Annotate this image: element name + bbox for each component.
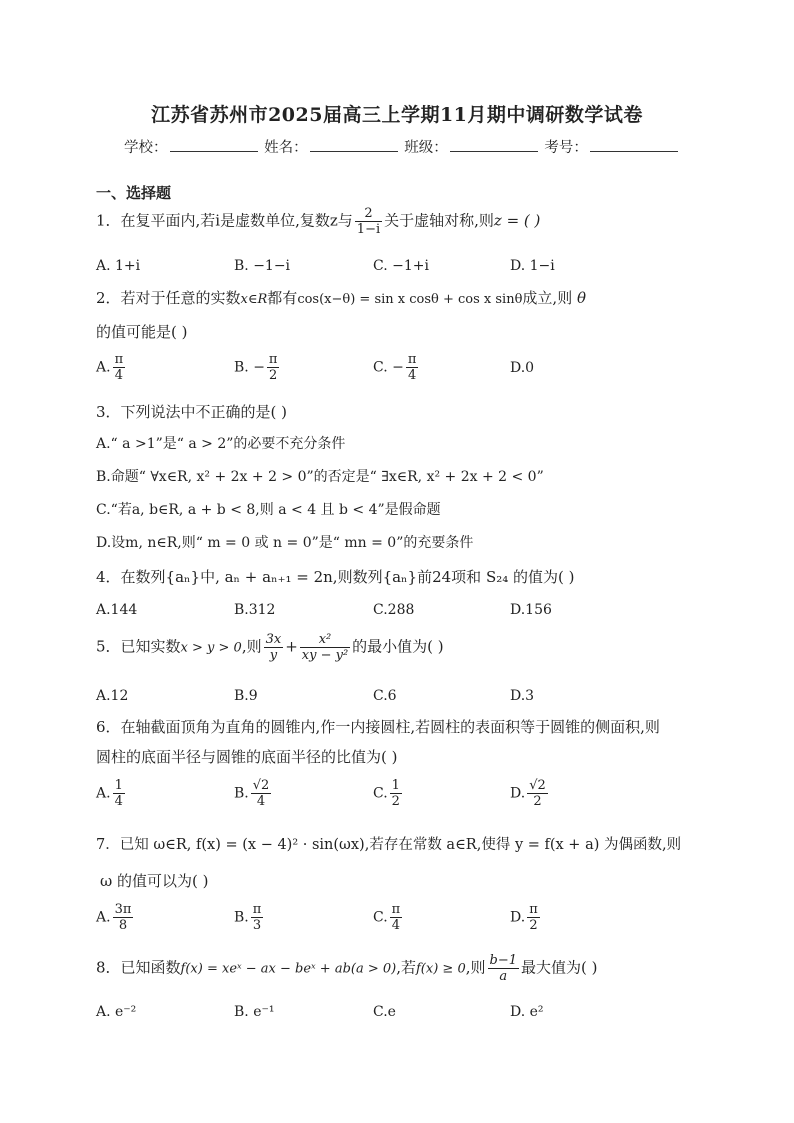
q6-opt-c-den: 2 bbox=[391, 794, 400, 809]
id-blank[interactable] bbox=[590, 139, 678, 152]
q6-opt-b-frac bbox=[251, 778, 272, 809]
q6-option-a[interactable] bbox=[96, 778, 127, 809]
q6-opt-d-label: D. bbox=[510, 785, 526, 802]
q7-opt-b-den: 3 bbox=[252, 918, 262, 933]
q7-opt-d-num: π bbox=[529, 902, 538, 917]
q8-text-d: 最大值为( ) bbox=[521, 958, 598, 977]
q4-option-b[interactable]: B.312 bbox=[234, 602, 276, 618]
q5-f1-num: 3x bbox=[265, 632, 282, 647]
q6-opt-a-label: A. bbox=[96, 785, 111, 802]
question-7-line2: ω 的值可以为( ) bbox=[100, 872, 209, 890]
q6-opt-a-num: 1 bbox=[114, 778, 123, 793]
q2-math-b: cos(x−θ) = sin x cosθ + cos x sinθ bbox=[297, 292, 523, 307]
q5-f2-num: x² bbox=[300, 632, 350, 648]
q6-opt-d-frac bbox=[527, 778, 548, 809]
q6-option-c[interactable] bbox=[373, 778, 404, 809]
q6-option-d[interactable] bbox=[510, 778, 550, 809]
q7-opt-c-num: π bbox=[391, 902, 401, 917]
q2-text-b: 都有 bbox=[267, 289, 298, 307]
q3-option-c[interactable]: C.“若a, b∈R, a + b < 8,则 a < 4 且 b < 4”是假命题 bbox=[96, 502, 441, 518]
q2-opt-a-frac bbox=[113, 352, 126, 383]
q2-opt-b-label: B. − bbox=[234, 359, 265, 376]
q5-option-a[interactable]: A.12 bbox=[96, 688, 129, 704]
q7-opt-a-den: 8 bbox=[118, 918, 128, 933]
q2-option-d[interactable]: D.0 bbox=[510, 360, 535, 376]
q2-math-a: x∈R bbox=[240, 292, 268, 307]
q7-opt-a-label: A. bbox=[96, 909, 111, 926]
q1-frac-den: 1−i bbox=[356, 222, 381, 237]
q4-option-c[interactable]: C.288 bbox=[373, 602, 415, 618]
q8-text-c: ,则 bbox=[465, 958, 486, 977]
q7-opt-b-num: π bbox=[252, 902, 262, 917]
question-6-line2: 圆柱的底面半径与圆锥的底面半径的比值为( ) bbox=[96, 748, 398, 766]
question-3-stem: 3．下列说法中不正确的是( ) bbox=[96, 403, 288, 421]
q5-text-a: 5．已知实数 bbox=[96, 637, 181, 656]
q5-fraction-2 bbox=[300, 632, 350, 663]
q6-option-b[interactable] bbox=[234, 778, 273, 809]
q5-plus: + bbox=[285, 637, 298, 656]
q8-fraction bbox=[488, 953, 520, 984]
class-label: 班级： bbox=[404, 140, 448, 156]
question-1-stem bbox=[96, 206, 540, 237]
q8-option-d[interactable]: D. e² bbox=[510, 1004, 544, 1020]
q8-text-b: ,若 bbox=[396, 958, 416, 977]
id-label: 考号： bbox=[544, 140, 588, 156]
q2-option-c[interactable] bbox=[373, 352, 420, 383]
q8-option-c[interactable]: C.e bbox=[373, 1004, 396, 1020]
q2-opt-c-den: 4 bbox=[407, 368, 417, 383]
q8-frac-den: a bbox=[499, 969, 508, 984]
q5-option-b[interactable]: B.9 bbox=[234, 688, 258, 704]
q6-opt-d-num: √2 bbox=[529, 778, 546, 793]
section-title: 一、选择题 bbox=[96, 184, 172, 202]
q5-math-a: x > y > 0 bbox=[180, 640, 242, 656]
q2-text-c: 成立,则 bbox=[522, 289, 573, 307]
q5-f2-den: xy − y² bbox=[301, 648, 349, 663]
question-4-stem: 4．在数列{aₙ}中, aₙ + aₙ₊₁ = 2n,则数列{aₙ}前24项和 S₂₄ 的值为( ) bbox=[96, 568, 575, 586]
exam-title: 江苏省苏州市2025届高三上学期11月期中调研数学试卷 bbox=[151, 104, 643, 126]
q7-opt-a-num: 3π bbox=[114, 902, 132, 917]
q8-option-a[interactable]: A. e⁻² bbox=[96, 1004, 137, 1020]
school-blank[interactable] bbox=[170, 139, 258, 152]
q7-option-b[interactable] bbox=[234, 902, 265, 933]
question-7-line1: 7．已知 ω∈R, f(x) = (x − 4)² · sin(ωx),若存在常数 a∈R,使得 y = f(x + a) 为偶函数,则 bbox=[96, 837, 682, 853]
q7-option-a[interactable] bbox=[96, 902, 135, 933]
q5-text-b: ,则 bbox=[241, 637, 262, 656]
q6-opt-c-num: 1 bbox=[391, 778, 400, 793]
q8-math-b: f(x) ≥ 0 bbox=[416, 961, 466, 977]
q2-opt-b-num: π bbox=[268, 352, 278, 367]
q5-option-d[interactable]: D.3 bbox=[510, 688, 535, 704]
name-blank[interactable] bbox=[310, 139, 398, 152]
q2-opt-b-frac bbox=[267, 352, 280, 383]
q7-option-c[interactable] bbox=[373, 902, 404, 933]
q5-option-c[interactable]: C.6 bbox=[373, 688, 397, 704]
name-label: 姓名： bbox=[264, 140, 308, 156]
q7-opt-b-label: B. bbox=[234, 909, 249, 926]
q5-f1-den: y bbox=[269, 648, 278, 663]
q6-opt-b-num: √2 bbox=[252, 778, 270, 793]
q1-option-b[interactable]: B. −1−i bbox=[234, 258, 291, 274]
q8-text-a: 8．已知函数 bbox=[96, 958, 181, 977]
q3-option-b[interactable]: B.命题“ ∀x∈R, x² + 2x + 2 > 0”的否定是“ ∃x∈R, x² + 2x + 2 < 0” bbox=[96, 469, 544, 485]
q4-option-d[interactable]: D.156 bbox=[510, 602, 552, 618]
q1-option-a[interactable]: A. 1+i bbox=[96, 258, 141, 274]
q6-opt-d-den: 2 bbox=[533, 794, 542, 809]
q7-opt-d-frac bbox=[527, 902, 540, 933]
q2-option-a[interactable] bbox=[96, 352, 127, 383]
q5-text-c: 的最小值为( ) bbox=[352, 637, 444, 656]
q1-frac-num: 2 bbox=[355, 206, 382, 222]
q7-opt-d-den: 2 bbox=[529, 918, 538, 933]
q2-math-c: θ bbox=[576, 289, 587, 307]
q2-opt-c-frac bbox=[406, 352, 419, 383]
q6-opt-c-label: C. bbox=[373, 785, 388, 802]
question-5-stem bbox=[96, 632, 444, 663]
question-6-line1: 6．在轴截面顶角为直角的圆锥内,作一内接圆柱,若圆柱的表面积等于圆锥的侧面积,则 bbox=[96, 718, 660, 736]
student-info-row bbox=[124, 136, 680, 157]
q6-opt-b-label: B. bbox=[234, 785, 249, 802]
q1-option-c[interactable]: C. −1+i bbox=[373, 258, 429, 274]
class-blank[interactable] bbox=[450, 139, 538, 152]
q2-opt-b-den: 2 bbox=[269, 368, 278, 383]
q2-option-b[interactable] bbox=[234, 352, 281, 383]
question-2-line2: 的值可能是( ) bbox=[96, 323, 188, 341]
q2-opt-a-num: π bbox=[114, 352, 124, 367]
q7-opt-b-frac bbox=[251, 902, 264, 933]
q4-option-a[interactable]: A.144 bbox=[96, 602, 138, 618]
q8-frac-num: b−1 bbox=[489, 953, 517, 968]
q7-opt-a-frac bbox=[113, 902, 134, 933]
q1-text-a: 1．在复平面内,若i是虚数单位,复数z与 bbox=[96, 211, 353, 230]
q6-opt-a-frac bbox=[113, 778, 125, 809]
q2-opt-c-label: C. − bbox=[373, 359, 404, 376]
q1-fraction bbox=[355, 206, 382, 237]
q6-opt-b-den: 4 bbox=[256, 794, 266, 809]
q1-text-b: 关于虚轴对称,则 bbox=[384, 211, 494, 230]
q3-option-d[interactable]: D.设m, n∈R,则“ m = 0 或 n = 0”是“ mn = 0”的充要条件 bbox=[96, 535, 474, 551]
q2-opt-c-num: π bbox=[407, 352, 417, 367]
q5-fraction-1 bbox=[264, 632, 284, 663]
q7-option-d[interactable] bbox=[510, 902, 542, 933]
q1-text-c: z = ( ) bbox=[493, 211, 541, 230]
question-8-stem bbox=[96, 953, 597, 984]
q1-option-d[interactable]: D. 1−i bbox=[510, 258, 555, 274]
q8-math-a: f(x) = xeˣ − ax − beˣ + ab(a > 0) bbox=[180, 961, 397, 977]
q8-option-b[interactable]: B. e⁻¹ bbox=[234, 1004, 275, 1020]
q2-opt-a-label: A. bbox=[96, 359, 111, 376]
q7-opt-d-label: D. bbox=[510, 909, 526, 926]
q7-opt-c-label: C. bbox=[373, 909, 388, 926]
q6-opt-c-frac bbox=[390, 778, 402, 809]
school-label: 学校： bbox=[124, 140, 168, 156]
q7-opt-c-den: 4 bbox=[391, 918, 401, 933]
q2-opt-a-den: 4 bbox=[114, 368, 123, 383]
q7-opt-c-frac bbox=[390, 902, 403, 933]
q3-option-a[interactable]: A.“ a >1”是“ a > 2”的必要不充分条件 bbox=[96, 436, 346, 452]
q6-opt-a-den: 4 bbox=[114, 794, 123, 809]
q2-text-a: 2．若对于任意的实数 bbox=[96, 289, 241, 307]
question-2-stem bbox=[96, 287, 586, 308]
